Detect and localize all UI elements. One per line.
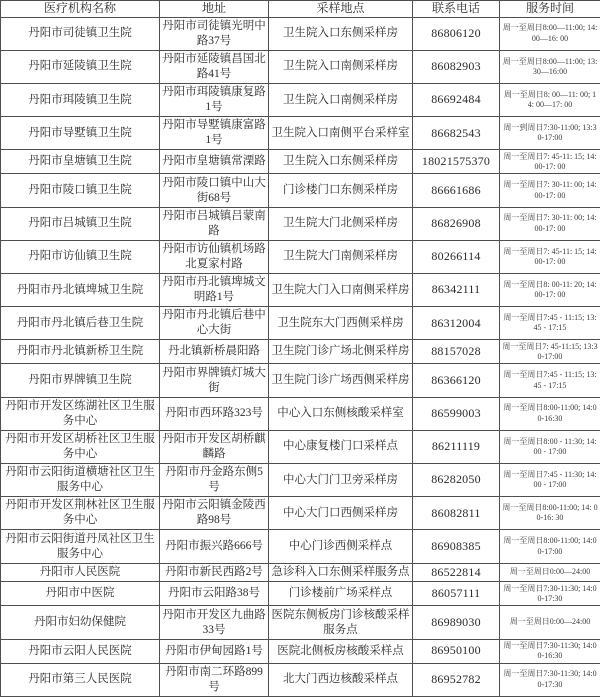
cell-name: 丹阳市界牌镇卫生院 [1,364,160,397]
table-row [1,117,600,150]
cell-name: 丹阳市中医院 [1,582,160,606]
cell-phone: 86366120 [413,364,500,397]
cell-location: 医院东侧板房门诊核酸采样服务点 [269,606,413,639]
cell-phone: 88157028 [413,340,500,364]
cell-phone: 86342111 [413,274,500,307]
cell-hours: 周一至周日0:00—24:00 [500,606,600,639]
cell-hours: 周一至周日7:45 - 11:30; 14:00 - 17:00 [500,464,600,497]
cell-hours: 周一至周日7:45 - 11:15; 13:45 - 17:15 [500,364,600,397]
table-row [1,582,600,606]
cell-address: 丹阳市界牌镇灯城大街 [160,364,269,397]
cell-phone: 80266114 [413,240,500,273]
cell-address: 丹阳市司徒镇光明中路37号 [160,17,269,50]
cell-name: 丹阳市第三人民医院 [1,663,160,696]
cell-location: 卫生院门诊广场北侧采样房 [269,340,413,364]
cell-phone: 86806120 [413,17,500,50]
cell-location: 卫生院东大门西侧采样房 [269,307,413,340]
cell-name: 丹阳市开发区荆林社区卫生服务中心 [1,497,160,530]
cell-name: 丹阳市皇塘镇卫生院 [1,150,160,174]
cell-address: 丹阳市西环路323号 [160,397,269,430]
cell-address: 丹阳市吕城镇吕蒙南路 [160,207,269,240]
cell-phone: 86826908 [413,207,500,240]
table-row [1,397,600,430]
table-row [1,464,600,497]
cell-location: 中心大门口西侧采样房 [269,497,413,530]
cell-address: 丹阳市南二环路899号 [160,663,269,696]
cell-hours: 周一至周日8: 00—11: 00; 14: 00—17: 00 [500,84,600,117]
cell-location: 中心大门门卫旁采样房 [269,464,413,497]
cell-phone: 86952782 [413,663,500,696]
cell-location: 卫生院入口南侧采样房 [269,50,413,83]
cell-address: 丹阳市珥陵镇康复路1号 [160,84,269,117]
cell-phone: 86599003 [413,397,500,430]
cell-hours: 周一至周日7: 30-11: 00; 14: 00-17: 00 [500,207,600,240]
table-row [1,497,600,530]
cell-hours: 周一至周日8:00-11:00; 14: 00-16: 30 [500,497,600,530]
cell-phone: 86057111 [413,582,500,606]
cell-hours: 周一至周日7:30-11:30; 14:00-17:30 [500,663,600,696]
cell-location: 卫生院入口东侧采样房 [269,150,413,174]
table-row [1,240,600,273]
cell-address: 丹阳市云阳镇金陵西路98号 [160,497,269,530]
cell-location: 卫生院门诊广场西侧采样房 [269,364,413,397]
cell-phone: 86692484 [413,84,500,117]
table-row [1,150,600,174]
cell-hours: 周一至周日7: 45-11: 15; 14: 00-17: 00 [500,240,600,273]
cell-address: 丹阳市开发区九曲路33号 [160,606,269,639]
cell-hours: 周一至周日7: 45-11:15; 13:30-17:00 [500,340,600,364]
cell-name: 丹阳市开发区胡桥社区卫生服务中心 [1,430,160,463]
cell-hours: 周一至周日8: 00-11: 20; 14: 00-17: 00 [500,274,600,307]
table-body [1,17,600,696]
table-row [1,530,600,563]
cell-name: 丹阳市妇幼保健院 [1,606,160,639]
table-row [1,307,600,340]
cell-address: 丹阳市延陵镇昌国北路41号 [160,50,269,83]
cell-location: 中心门诊西侧采样点 [269,530,413,563]
header-institution: 医疗机构名称 [1,1,160,18]
cell-name: 丹阳市丹北镇后巷卫生院 [1,307,160,340]
cell-name: 丹阳市云阳人民医院 [1,639,160,663]
cell-address: 丹北镇新桥晨阳路 [160,340,269,364]
cell-name: 丹阳市延陵镇卫生院 [1,50,160,83]
cell-name: 丹阳市云阳街道丹凤社区卫生服务中心 [1,530,160,563]
cell-location: 中心康复楼门口采样点 [269,430,413,463]
table-row [1,17,600,50]
cell-location: 北大门西边核酸采样点 [269,663,413,696]
cell-hours: 周一至周日0:00—24:00 [500,563,600,582]
cell-address: 丹阳市开发区胡桥麒麟路 [160,430,269,463]
table-header-row [1,1,600,18]
cell-address: 丹阳市陵口镇中山大街68号 [160,174,269,207]
table-row [1,430,600,463]
cell-phone: 86989030 [413,606,500,639]
cell-phone: 86082903 [413,50,500,83]
header-sampling-location: 采样地点 [269,1,413,18]
cell-location: 卫生院入口南侧采样房 [269,84,413,117]
table-row [1,274,600,307]
cell-name: 丹阳市丹北镇新桥卫生院 [1,340,160,364]
cell-phone: 18021575370 [413,150,500,174]
cell-hours: 周一至周日8:00 - 11:30; 14:00 - 17:00 [500,430,600,463]
cell-name: 丹阳市导墅镇卫生院 [1,117,160,150]
cell-name: 丹阳市吕城镇卫生院 [1,207,160,240]
table-row [1,50,600,83]
cell-hours: 周一至周日8:00-11:00; 14:00-16:30 [500,397,600,430]
cell-address: 丹阳市振兴路666号 [160,530,269,563]
cell-phone: 86282050 [413,464,500,497]
cell-hours: 周一至周日7:30-11:30; 14:00-16:30 [500,639,600,663]
header-service-hours: 服务时间 [500,1,600,18]
cell-phone: 86908385 [413,530,500,563]
cell-phone: 86312004 [413,307,500,340]
cell-location: 中心入口东侧核酸采样室 [269,397,413,430]
cell-address: 丹阳市皇塘镇常溧路 [160,150,269,174]
cell-name: 丹阳市开发区练湖社区卫生服务中心 [1,397,160,430]
table-row [1,364,600,397]
cell-phone: 86082811 [413,497,500,530]
cell-phone: 86950100 [413,639,500,663]
table-row [1,606,600,639]
cell-address: 丹阳市丹北镇埤城文明路1号 [160,274,269,307]
cell-address: 丹阳市云阳路38号 [160,582,269,606]
cell-location: 卫生院入口东侧采样房 [269,17,413,50]
cell-hours: 周一至周日8:00—11:00; 14:00—16: 00 [500,17,600,50]
cell-address: 丹阳市新民西路2号 [160,563,269,582]
table-row [1,563,600,582]
header-address: 地址 [160,1,269,18]
cell-location: 卫生院大门入口南侧采样房 [269,274,413,307]
cell-hours: 周一至周日8:00-11:00; 14:00-17:00 [500,530,600,563]
cell-location: 门诊楼前广场采样点 [269,582,413,606]
cell-address: 丹阳市访仙镇机场路北夏家村路 [160,240,269,273]
cell-hours: 周一至周日7: 30-11: 00; 14: 00-17: 00 [500,174,600,207]
cell-address: 丹阳市丹金路东侧5号 [160,464,269,497]
cell-address: 丹阳市导墅镇康富路1号 [160,117,269,150]
cell-hours: 周一至周日7:30-11:30; 14:00-17:30 [500,582,600,606]
table-row [1,174,600,207]
table-row [1,84,600,117]
cell-name: 丹阳市云阳街道横塘社区卫生服务中心 [1,464,160,497]
cell-hours: 周一到周日7:30-11:00; 13:30-17:00 [500,117,600,150]
cell-location: 门诊楼门口东侧采样房 [269,174,413,207]
cell-location: 卫生院入口南侧平台采样室 [269,117,413,150]
cell-hours: 周一至周日7: 45-11: 15; 14: 00-17: 00 [500,150,600,174]
cell-location: 卫生院大门南侧采样房 [269,240,413,273]
cell-name: 丹阳市访仙镇卫生院 [1,240,160,273]
table-row [1,639,600,663]
cell-name: 丹阳市丹北镇埤城卫生院 [1,274,160,307]
cell-location: 卫生院大门北侧采样房 [269,207,413,240]
cell-address: 丹阳市伊甸园路1号 [160,639,269,663]
cell-location: 急诊科入口东侧采样服务点 [269,563,413,582]
cell-address: 丹阳市丹北镇后巷中心大街 [160,307,269,340]
cell-name: 丹阳市陵口镇卫生院 [1,174,160,207]
header-phone: 联系电话 [413,1,500,18]
cell-phone: 86682543 [413,117,500,150]
table-row [1,663,600,696]
cell-location: 医院北侧板房核酸采样点 [269,639,413,663]
cell-phone: 86661686 [413,174,500,207]
cell-phone: 86211119 [413,430,500,463]
cell-hours: 周一至周日7:45 - 11:15; 13:45 - 17:15 [500,307,600,340]
cell-name: 丹阳市珥陵镇卫生院 [1,84,160,117]
cell-name: 丹阳市人民医院 [1,563,160,582]
cell-phone: 86522814 [413,563,500,582]
table-row [1,207,600,240]
table-row [1,340,600,364]
cell-hours: 周一至周日8:00—11:00; 13:30—16:00 [500,50,600,83]
cell-name: 丹阳市司徒镇卫生院 [1,17,160,50]
